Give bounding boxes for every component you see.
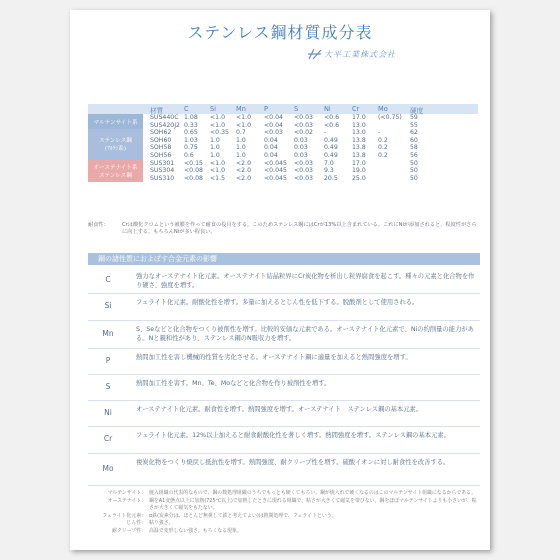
table-cell: 0.49 bbox=[324, 144, 338, 152]
composition-table bbox=[88, 104, 478, 182]
material-name: SUS301 bbox=[150, 159, 175, 167]
table-cell: <0.6 bbox=[324, 121, 340, 129]
element-row-p bbox=[88, 349, 480, 375]
table-cell: - bbox=[324, 129, 327, 137]
header-cell: 材質 bbox=[150, 107, 164, 115]
element-symbol: P bbox=[105, 355, 111, 365]
glossary-definition: 高温で変形しない強さ。もろくなる現象。 bbox=[149, 527, 242, 534]
table-cell: 55 bbox=[410, 121, 418, 129]
table-cell: <0.045 bbox=[264, 167, 287, 175]
element-symbol: C bbox=[105, 274, 111, 284]
table-cell: 25.0 bbox=[352, 174, 366, 182]
element-description: オーステナイト化元素。耐食性を増す。熱間強度を増す。オーステナイト ステンレス鋼の基本元素。 bbox=[136, 406, 423, 413]
group-label-text: マルテンサイト系 bbox=[93, 119, 138, 126]
table-cell: 0.6 bbox=[184, 151, 194, 159]
table-cell: 1.0 bbox=[210, 136, 220, 144]
material-name: SUS304 bbox=[150, 167, 175, 175]
table-cell: <0.04 bbox=[264, 121, 283, 129]
element-description: フェライト化元素。耐酸化性を増す。多量に加えるとじん性を低下する。脱酸剤として使用される。 bbox=[136, 299, 419, 306]
element-symbol: Mo bbox=[102, 463, 114, 473]
table-cell: <0.15 bbox=[184, 159, 203, 167]
table-cell: 58 bbox=[410, 144, 418, 152]
table-cell: 1.0 bbox=[236, 151, 246, 159]
glossary-definition: 粘り強さ。 bbox=[149, 520, 174, 527]
table-cell: <0.08 bbox=[184, 167, 203, 175]
element-row-mo bbox=[88, 454, 480, 486]
table-cell: 0.03 bbox=[294, 144, 308, 152]
header-cell: Mo bbox=[378, 105, 388, 113]
table-cell: 0.03 bbox=[294, 151, 308, 159]
material-name: SOH58 bbox=[150, 144, 172, 152]
table-cell: 0.2 bbox=[378, 144, 388, 152]
company-name: 大平工業株式会社 bbox=[324, 49, 396, 59]
glossary-term: フェライト化元素： bbox=[102, 512, 146, 519]
element-row-cr bbox=[88, 427, 480, 454]
table-cell: 50 bbox=[410, 167, 418, 175]
element-description: S、Seなどと化合物をつくり被削性を増す。比較的安価な元素である。オーステナイト化元素で、Niの約削量の能力がある。Nと親和性があり、ステンレス鋼のN吸収力を増す。 bbox=[136, 326, 474, 342]
table-cell: 7.0 bbox=[324, 159, 334, 167]
table-cell: <0.03 bbox=[294, 159, 313, 167]
table-row bbox=[88, 160, 478, 168]
group-sublabel-text: (ﾏﾙﾃﾝ系) bbox=[104, 146, 127, 153]
table-cell: 60 bbox=[410, 136, 418, 144]
table-cell: <0.045 bbox=[264, 159, 287, 167]
table-cell: 62 bbox=[410, 129, 418, 137]
section-title: 鋼の諸性質におよぼす合金元素の影響 bbox=[98, 255, 217, 263]
group-sublabel-text: ステンレス鋼 bbox=[99, 172, 132, 179]
table-cell: <0.02 bbox=[294, 129, 313, 137]
material-name: SOH62 bbox=[150, 129, 172, 137]
group-label-text: オーステナイト系 bbox=[93, 164, 138, 171]
table-cell: <0.03 bbox=[294, 174, 313, 182]
table-cell: 59 bbox=[410, 114, 418, 121]
element-symbol: Si bbox=[104, 301, 112, 310]
material-name: SOH60 bbox=[150, 136, 172, 144]
element-symbol: Ni bbox=[104, 407, 112, 417]
table-cell: <0.045 bbox=[264, 174, 287, 182]
table-cell: 20.5 bbox=[324, 174, 338, 182]
element-description: 熱間加工性を害し機械的性質を劣化させる。オーステナイト鋼に適量を加えると熱間強度を増す。 bbox=[136, 354, 412, 361]
table-row bbox=[88, 175, 478, 183]
table-header bbox=[88, 104, 478, 114]
table-body bbox=[88, 114, 478, 182]
glossary-item bbox=[92, 520, 480, 528]
element-description: フェライト化元素。12%以上加えると耐食耐酸化性を著しく増す。熱間強度を増す。ステンレス鋼の基本元素。 bbox=[136, 432, 450, 439]
table-cell: 13.0 bbox=[352, 129, 366, 137]
table-cell: 13.0 bbox=[352, 121, 366, 129]
section-bar bbox=[88, 253, 480, 265]
table-cell: 1.0 bbox=[236, 136, 246, 144]
logo-icon bbox=[308, 48, 322, 60]
element-row-c bbox=[88, 268, 480, 294]
table-cell: <2.0 bbox=[236, 167, 252, 175]
table-cell: 0.04 bbox=[264, 144, 278, 152]
table-cell: 17.0 bbox=[352, 159, 366, 167]
glossary bbox=[92, 490, 480, 536]
glossary-definition: 焼入組織の代表的なもので、鋼の数処理組織のうちでもっとも硬くてもろい。鋼が焼入れで硬くなるのはこのマルテンサイト組織になるからである。 bbox=[149, 490, 476, 496]
glossary-term: オーステナイト： bbox=[107, 497, 146, 504]
table-cell: - bbox=[378, 129, 381, 137]
document-sheet bbox=[70, 10, 490, 550]
element-effects-list bbox=[88, 268, 480, 486]
table-cell: <2.0 bbox=[236, 159, 252, 167]
table-cell: <1.0 bbox=[210, 167, 226, 175]
element-symbol: Cr bbox=[103, 434, 113, 443]
table-cell: <0.08 bbox=[184, 174, 203, 182]
table-cell: 13.8 bbox=[352, 151, 366, 159]
table-cell: 0.49 bbox=[324, 136, 338, 144]
table-cell: <0.03 bbox=[294, 114, 313, 121]
table-cell: <0.03 bbox=[294, 121, 313, 129]
table-cell: 0.75 bbox=[184, 144, 198, 152]
table-cell: 0.65 bbox=[184, 129, 198, 137]
element-row-mn bbox=[88, 321, 480, 349]
table-cell: 0.2 bbox=[378, 136, 388, 144]
header-cell: Si bbox=[210, 105, 217, 113]
element-row-ni bbox=[88, 401, 480, 427]
table-cell: <1.0 bbox=[210, 121, 226, 129]
glossary-definition: α鉄(炭素分は、ほとんど無視して鉄と考えてよい)は熱間処理で、フェライトという。 bbox=[149, 512, 337, 519]
table-cell: 0.7 bbox=[236, 129, 246, 137]
header-cell: S bbox=[294, 105, 299, 113]
table-row bbox=[88, 122, 478, 130]
table-cell: 0.49 bbox=[324, 151, 338, 159]
header-cell: C bbox=[184, 105, 189, 113]
glossary-definition: 鋼をA1変態点以上に加熱(725℃以上)で加熱したときに現れる組織で、粘さが大きくて磁気を帯びない。鋼をほぼマルテンサイトよりも小さいが、粘さが大きくて磁気をもたない。 bbox=[149, 497, 477, 512]
table-cell: 50 bbox=[410, 159, 418, 167]
table-cell: <1.5 bbox=[210, 174, 226, 182]
table-cell: 9.3 bbox=[324, 167, 334, 175]
element-description: 熱間加工性を害す。Mn、Te、Moなどと化合物を作り被削性を増す。 bbox=[136, 380, 331, 387]
group-label-text: ステンレス鋼 bbox=[99, 138, 132, 145]
header-cell: Mn bbox=[236, 105, 246, 113]
company-logo bbox=[308, 48, 396, 60]
glossary-term: 耐クリープ性： bbox=[112, 527, 146, 534]
table-row bbox=[88, 129, 478, 137]
element-symbol: Mn bbox=[102, 328, 114, 338]
glossary-item bbox=[92, 490, 480, 498]
corrosion-note bbox=[88, 222, 480, 236]
material-name: SOH56 bbox=[150, 151, 172, 159]
material-group bbox=[88, 129, 478, 159]
table-cell: <0.35 bbox=[210, 129, 229, 137]
element-symbol: S bbox=[105, 381, 111, 391]
table-cell: 1.08 bbox=[184, 114, 198, 121]
table-cell: <0.03 bbox=[264, 129, 283, 137]
table-cell: <2.0 bbox=[236, 174, 252, 182]
table-cell: 0.03 bbox=[294, 136, 308, 144]
header-cell: 硬度 bbox=[410, 107, 424, 115]
table-cell: 50 bbox=[410, 174, 418, 182]
header-cell: Ni bbox=[324, 105, 331, 113]
table-cell: 1.0 bbox=[210, 151, 220, 159]
table-cell: <0.04 bbox=[264, 114, 283, 121]
table-cell: 1.03 bbox=[184, 136, 198, 144]
material-name: SUS440C bbox=[150, 114, 179, 121]
material-group bbox=[88, 160, 478, 183]
header-cell: P bbox=[264, 105, 268, 113]
table-cell: 1.0 bbox=[210, 144, 220, 152]
table-cell: 13.8 bbox=[352, 136, 366, 144]
table-row bbox=[88, 137, 478, 145]
material-name: SUS310 bbox=[150, 174, 175, 182]
glossary-term: じん性： bbox=[126, 520, 146, 527]
element-row-si bbox=[88, 294, 480, 321]
table-cell: 1.0 bbox=[236, 144, 246, 152]
table-cell: 17.0 bbox=[352, 114, 366, 121]
note-text: Crは酸化クロムという被膜を作って耐食の役目をする。このためステンレス鋼にはCrが13%以上含まれている。これにNiが添加されると、程度性がさらに向上する。もちろんNiが多い程良い。 bbox=[122, 222, 477, 235]
table-cell: <1.0 bbox=[236, 121, 252, 129]
header-cell: Cr bbox=[352, 105, 360, 113]
table-cell: 13.8 bbox=[352, 144, 366, 152]
element-description: 複炭化物をつくり焼戻し抵抗性を増す。熱間強度、耐クリープ性を増す。硫酸イオンに対し耐食性を改善する。 bbox=[136, 459, 450, 466]
table-cell: 0.04 bbox=[264, 136, 278, 144]
table-cell: 0.2 bbox=[378, 151, 388, 159]
table-cell: <1.0 bbox=[210, 159, 226, 167]
glossary-term: マルテンサイト： bbox=[107, 490, 146, 496]
table-cell: 0.33 bbox=[184, 121, 198, 129]
table-cell: <1.0 bbox=[236, 114, 252, 121]
table-cell: 0.04 bbox=[264, 151, 278, 159]
material-group bbox=[88, 114, 478, 129]
table-row bbox=[88, 144, 478, 152]
table-cell: 19.0 bbox=[352, 167, 366, 175]
glossary-item bbox=[92, 498, 480, 513]
note-tag: 耐食性： bbox=[88, 222, 109, 228]
element-description: 強力なオーステナイト化元素。オーステナイト結晶粒界にCr炭化物を析出し粒界腐食を起こす。種々の元素と化合物を作り硬さ、強度を増す。 bbox=[136, 273, 475, 289]
table-row bbox=[88, 114, 478, 122]
table-cell: <0.03 bbox=[294, 167, 313, 175]
table-row bbox=[88, 152, 478, 160]
document-title: ステンレス鋼材質成分表 bbox=[187, 23, 373, 42]
table-cell: (<0.75) bbox=[378, 114, 402, 121]
glossary-item bbox=[92, 528, 480, 536]
table-cell: <0.6 bbox=[324, 114, 340, 121]
table-cell: 56 bbox=[410, 151, 418, 159]
element-row-s bbox=[88, 375, 480, 401]
table-cell: <1.0 bbox=[210, 114, 226, 121]
table-row bbox=[88, 167, 478, 175]
material-name: SUS420J2 bbox=[150, 121, 180, 129]
